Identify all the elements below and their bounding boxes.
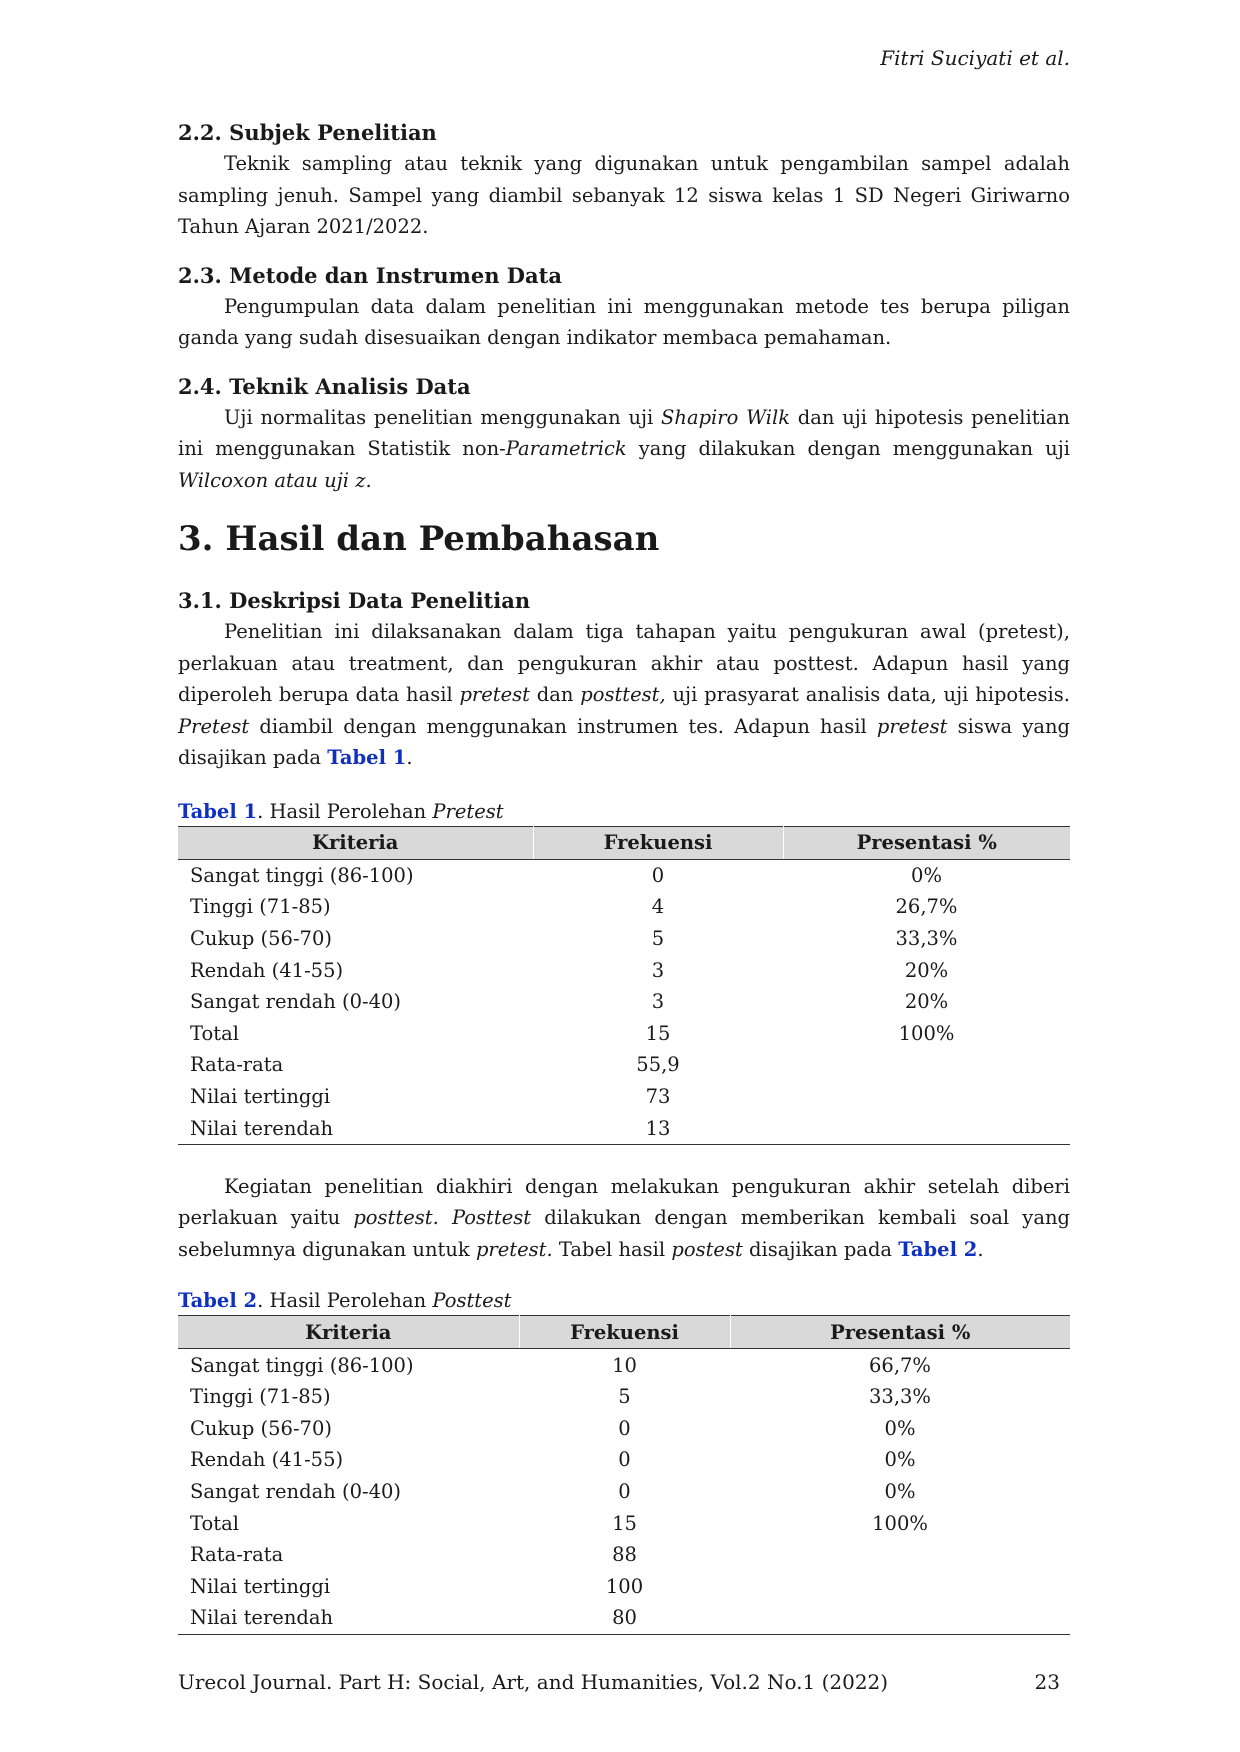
table-1-caption bbox=[178, 798, 1070, 826]
table-cell: Rendah (41-55) bbox=[190, 1448, 344, 1472]
page-number: 23 bbox=[1034, 1670, 1060, 1694]
table-cell: Nilai terendah bbox=[190, 1116, 334, 1140]
table-row bbox=[178, 1413, 1070, 1445]
paragraph bbox=[178, 402, 1070, 497]
table-row bbox=[178, 1444, 1070, 1476]
table-cell: 5 bbox=[618, 1385, 631, 1409]
section-2-2 bbox=[178, 118, 1070, 243]
content bbox=[178, 118, 1070, 1635]
caption-text: . Hasil Perolehan bbox=[257, 799, 433, 823]
table-cell: Rata-rata bbox=[190, 1543, 284, 1567]
table-cell: Tinggi (71-85) bbox=[190, 1385, 331, 1409]
table-cell: 26,7% bbox=[895, 895, 958, 919]
page-footer bbox=[178, 1670, 1060, 1694]
table-2 bbox=[178, 1315, 1070, 1634]
table-row bbox=[178, 986, 1070, 1018]
section-heading: 2.3. Metode dan Instrumen Data bbox=[178, 262, 562, 288]
table-cell: 0 bbox=[618, 1448, 631, 1472]
caption-italic: Posttest bbox=[432, 1289, 512, 1313]
table-cell: 15 bbox=[645, 1021, 671, 1045]
table-cell: 13 bbox=[645, 1116, 671, 1140]
table-cell: Rendah (41-55) bbox=[190, 958, 344, 982]
column-header: Presentasi % bbox=[730, 1316, 1070, 1349]
table-cell: 55,9 bbox=[636, 1053, 680, 1077]
table-cell bbox=[783, 1081, 1070, 1113]
table-cell: 73 bbox=[645, 1084, 671, 1108]
table-cell: 0% bbox=[884, 1416, 916, 1440]
table-cell: Nilai terendah bbox=[190, 1606, 334, 1630]
text: dan bbox=[530, 683, 581, 706]
table-cell: Total bbox=[190, 1511, 239, 1535]
table-cell: 0% bbox=[884, 1480, 916, 1504]
table-cell: 15 bbox=[612, 1511, 637, 1535]
caption-italic: Pretest bbox=[432, 799, 504, 823]
table-row bbox=[178, 1571, 1070, 1603]
text: siswa yang disajikan pada bbox=[178, 714, 1070, 769]
table-row bbox=[178, 1381, 1070, 1413]
table-cell: Cukup (56-70) bbox=[190, 1416, 332, 1440]
table-cell bbox=[783, 1049, 1070, 1081]
table-row bbox=[178, 923, 1070, 955]
table-cell: Total bbox=[190, 1021, 239, 1045]
table-cell: Cukup (56-70) bbox=[190, 926, 332, 950]
table-row bbox=[178, 1602, 1070, 1634]
table-row bbox=[178, 891, 1070, 923]
text: . bbox=[977, 1237, 984, 1261]
table-cell: 10 bbox=[612, 1353, 637, 1377]
table-cell: Sangat tinggi (86-100) bbox=[190, 1353, 414, 1377]
table-cell: 3 bbox=[651, 958, 665, 982]
table-cell: 88 bbox=[612, 1543, 637, 1567]
text: Penelitian ini dilaksanakan dalam tiga tahapan yaitu pengukuran awal (pretest), perlakuan atau treatment, dan pengukuran akhir atau posttest. Adapun hasil yang diperoleh berupa data hasil bbox=[178, 620, 1070, 706]
text: disajikan pada bbox=[742, 1237, 899, 1261]
table-row bbox=[178, 859, 1070, 891]
text: Tabel hasil bbox=[552, 1237, 672, 1261]
table-cell bbox=[730, 1571, 1070, 1603]
table-cell: Sangat tinggi (86-100) bbox=[190, 863, 414, 887]
paragraph: Pengumpulan data dalam penelitian ini menggunakan metode tes berupa piligan ganda yang sudah disesuaikan dengan indikator membaca pemahaman. bbox=[178, 294, 1070, 349]
table-cell: 20% bbox=[904, 990, 949, 1014]
table-cell bbox=[730, 1539, 1070, 1571]
major-heading: 3. Hasil dan Pembahasan bbox=[178, 519, 660, 559]
table-1-tag[interactable]: Tabel 1 bbox=[178, 799, 258, 823]
table-cell: 100 bbox=[605, 1574, 644, 1598]
table-row bbox=[178, 1049, 1070, 1081]
table-cell: 0 bbox=[651, 863, 665, 887]
text: yang dilakukan dengan menggunakan uji bbox=[626, 437, 1070, 460]
table-row bbox=[178, 954, 1070, 986]
table-cell: 20% bbox=[904, 958, 949, 982]
table-row bbox=[178, 1017, 1070, 1049]
text: Kegiatan penelitian diakhiri dengan melakukan pengukuran akhir setelah diberi perlakuan yaitu bbox=[178, 1174, 1070, 1230]
column-header: Frekuensi bbox=[533, 826, 783, 859]
text: Uji normalitas penelitian menggunakan uji bbox=[224, 405, 662, 429]
table-row bbox=[178, 1112, 1070, 1144]
paragraph: Teknik sampling atau teknik yang digunakan untuk pengambilan sampel adalah sampling jenuh. Sampel yang diambil sebanyak 12 siswa kelas 1 SD Negeri Giriwarno Tahun Ajaran 2021/2022. bbox=[178, 152, 1070, 238]
table-row bbox=[178, 1539, 1070, 1571]
italic-term: postest bbox=[671, 1237, 743, 1261]
table-cell: Nilai tertinggi bbox=[190, 1574, 331, 1598]
journal-name: Urecol Journal. Part H: Social, Art, and Humanities, Vol.2 No.1 (2022) bbox=[178, 1670, 889, 1694]
table-2-link[interactable]: Tabel 2 bbox=[898, 1237, 978, 1261]
section-3-1 bbox=[178, 586, 1070, 774]
running-head: Fitri Suciyati et al. bbox=[880, 46, 1070, 70]
table-row bbox=[178, 1476, 1070, 1508]
table-cell: Rata-rata bbox=[190, 1053, 284, 1077]
table-row bbox=[178, 1507, 1070, 1539]
section-2-4 bbox=[178, 372, 1070, 497]
table-cell bbox=[783, 1112, 1070, 1144]
table-cell: Sangat rendah (0-40) bbox=[190, 990, 401, 1014]
italic-term: Pretest bbox=[178, 714, 250, 738]
text: dilakukan dengan memberikan kembali soal yang sebelumnya digunakan untuk bbox=[178, 1206, 1070, 1261]
italic-term: Shapiro Wilk bbox=[661, 405, 791, 429]
column-header: Kriteria bbox=[178, 1316, 519, 1349]
italic-term: pretest bbox=[459, 683, 531, 706]
paragraph bbox=[178, 1171, 1070, 1266]
table-cell: 100% bbox=[872, 1511, 928, 1535]
table-cell: 3 bbox=[651, 990, 665, 1014]
table-cell: 0 bbox=[618, 1416, 631, 1440]
table-2-tag[interactable]: Tabel 2 bbox=[178, 1289, 258, 1313]
table-2-caption bbox=[178, 1287, 1070, 1315]
table-cell: 0 bbox=[618, 1480, 631, 1504]
table-cell: 100% bbox=[898, 1021, 955, 1045]
table-header-row bbox=[178, 826, 1070, 859]
italic-term: posttest, bbox=[580, 683, 666, 706]
table-cell: 4 bbox=[651, 895, 665, 919]
section-heading: 3.1. Deskripsi Data Penelitian bbox=[178, 588, 531, 613]
table-1-link[interactable]: Tabel 1 bbox=[327, 746, 407, 769]
column-header: Frekuensi bbox=[519, 1316, 730, 1349]
section-2-3 bbox=[178, 261, 1070, 354]
table-cell: 5 bbox=[651, 926, 665, 950]
table-cell: 0% bbox=[911, 863, 942, 887]
italic-term: Wilcoxon atau uji z. bbox=[178, 468, 372, 492]
table-cell: 0% bbox=[884, 1448, 916, 1472]
column-header: Kriteria bbox=[178, 826, 533, 859]
column-header: Presentasi % bbox=[783, 826, 1070, 859]
italic-term: pretest. bbox=[475, 1237, 553, 1261]
table-cell: Sangat rendah (0-40) bbox=[190, 1480, 401, 1504]
text: . bbox=[406, 746, 413, 769]
table-cell: Tinggi (71-85) bbox=[190, 895, 331, 919]
table-cell: 33,3% bbox=[869, 1385, 931, 1409]
table-cell bbox=[730, 1602, 1070, 1634]
table-cell: 33,3% bbox=[895, 926, 958, 950]
section-heading: 2.2. Subjek Penelitian bbox=[178, 120, 437, 145]
table-header-row bbox=[178, 1316, 1070, 1349]
italic-term: posttest. Posttest bbox=[353, 1206, 532, 1230]
table-row bbox=[178, 1081, 1070, 1113]
italic-term: Parametrick bbox=[505, 437, 627, 460]
text: diambil dengan menggunakan instrumen tes. Adapun hasil bbox=[249, 714, 877, 738]
table-1 bbox=[178, 826, 1070, 1145]
table-cell: 66,7% bbox=[869, 1353, 931, 1377]
italic-term: pretest bbox=[876, 714, 948, 738]
table-cell: Nilai tertinggi bbox=[190, 1084, 331, 1108]
caption-text: . Hasil Perolehan bbox=[257, 1289, 433, 1313]
table-row bbox=[178, 1349, 1070, 1381]
table-cell: 80 bbox=[612, 1606, 637, 1630]
text: dan uji hipotesis penelitian ini menggunakan Statistik non- bbox=[178, 405, 1070, 460]
paragraph bbox=[178, 616, 1070, 774]
section-heading: 2.4. Teknik Analisis Data bbox=[178, 373, 471, 399]
text: uji prasyarat analisis data, uji hipotesis. bbox=[665, 683, 1070, 706]
